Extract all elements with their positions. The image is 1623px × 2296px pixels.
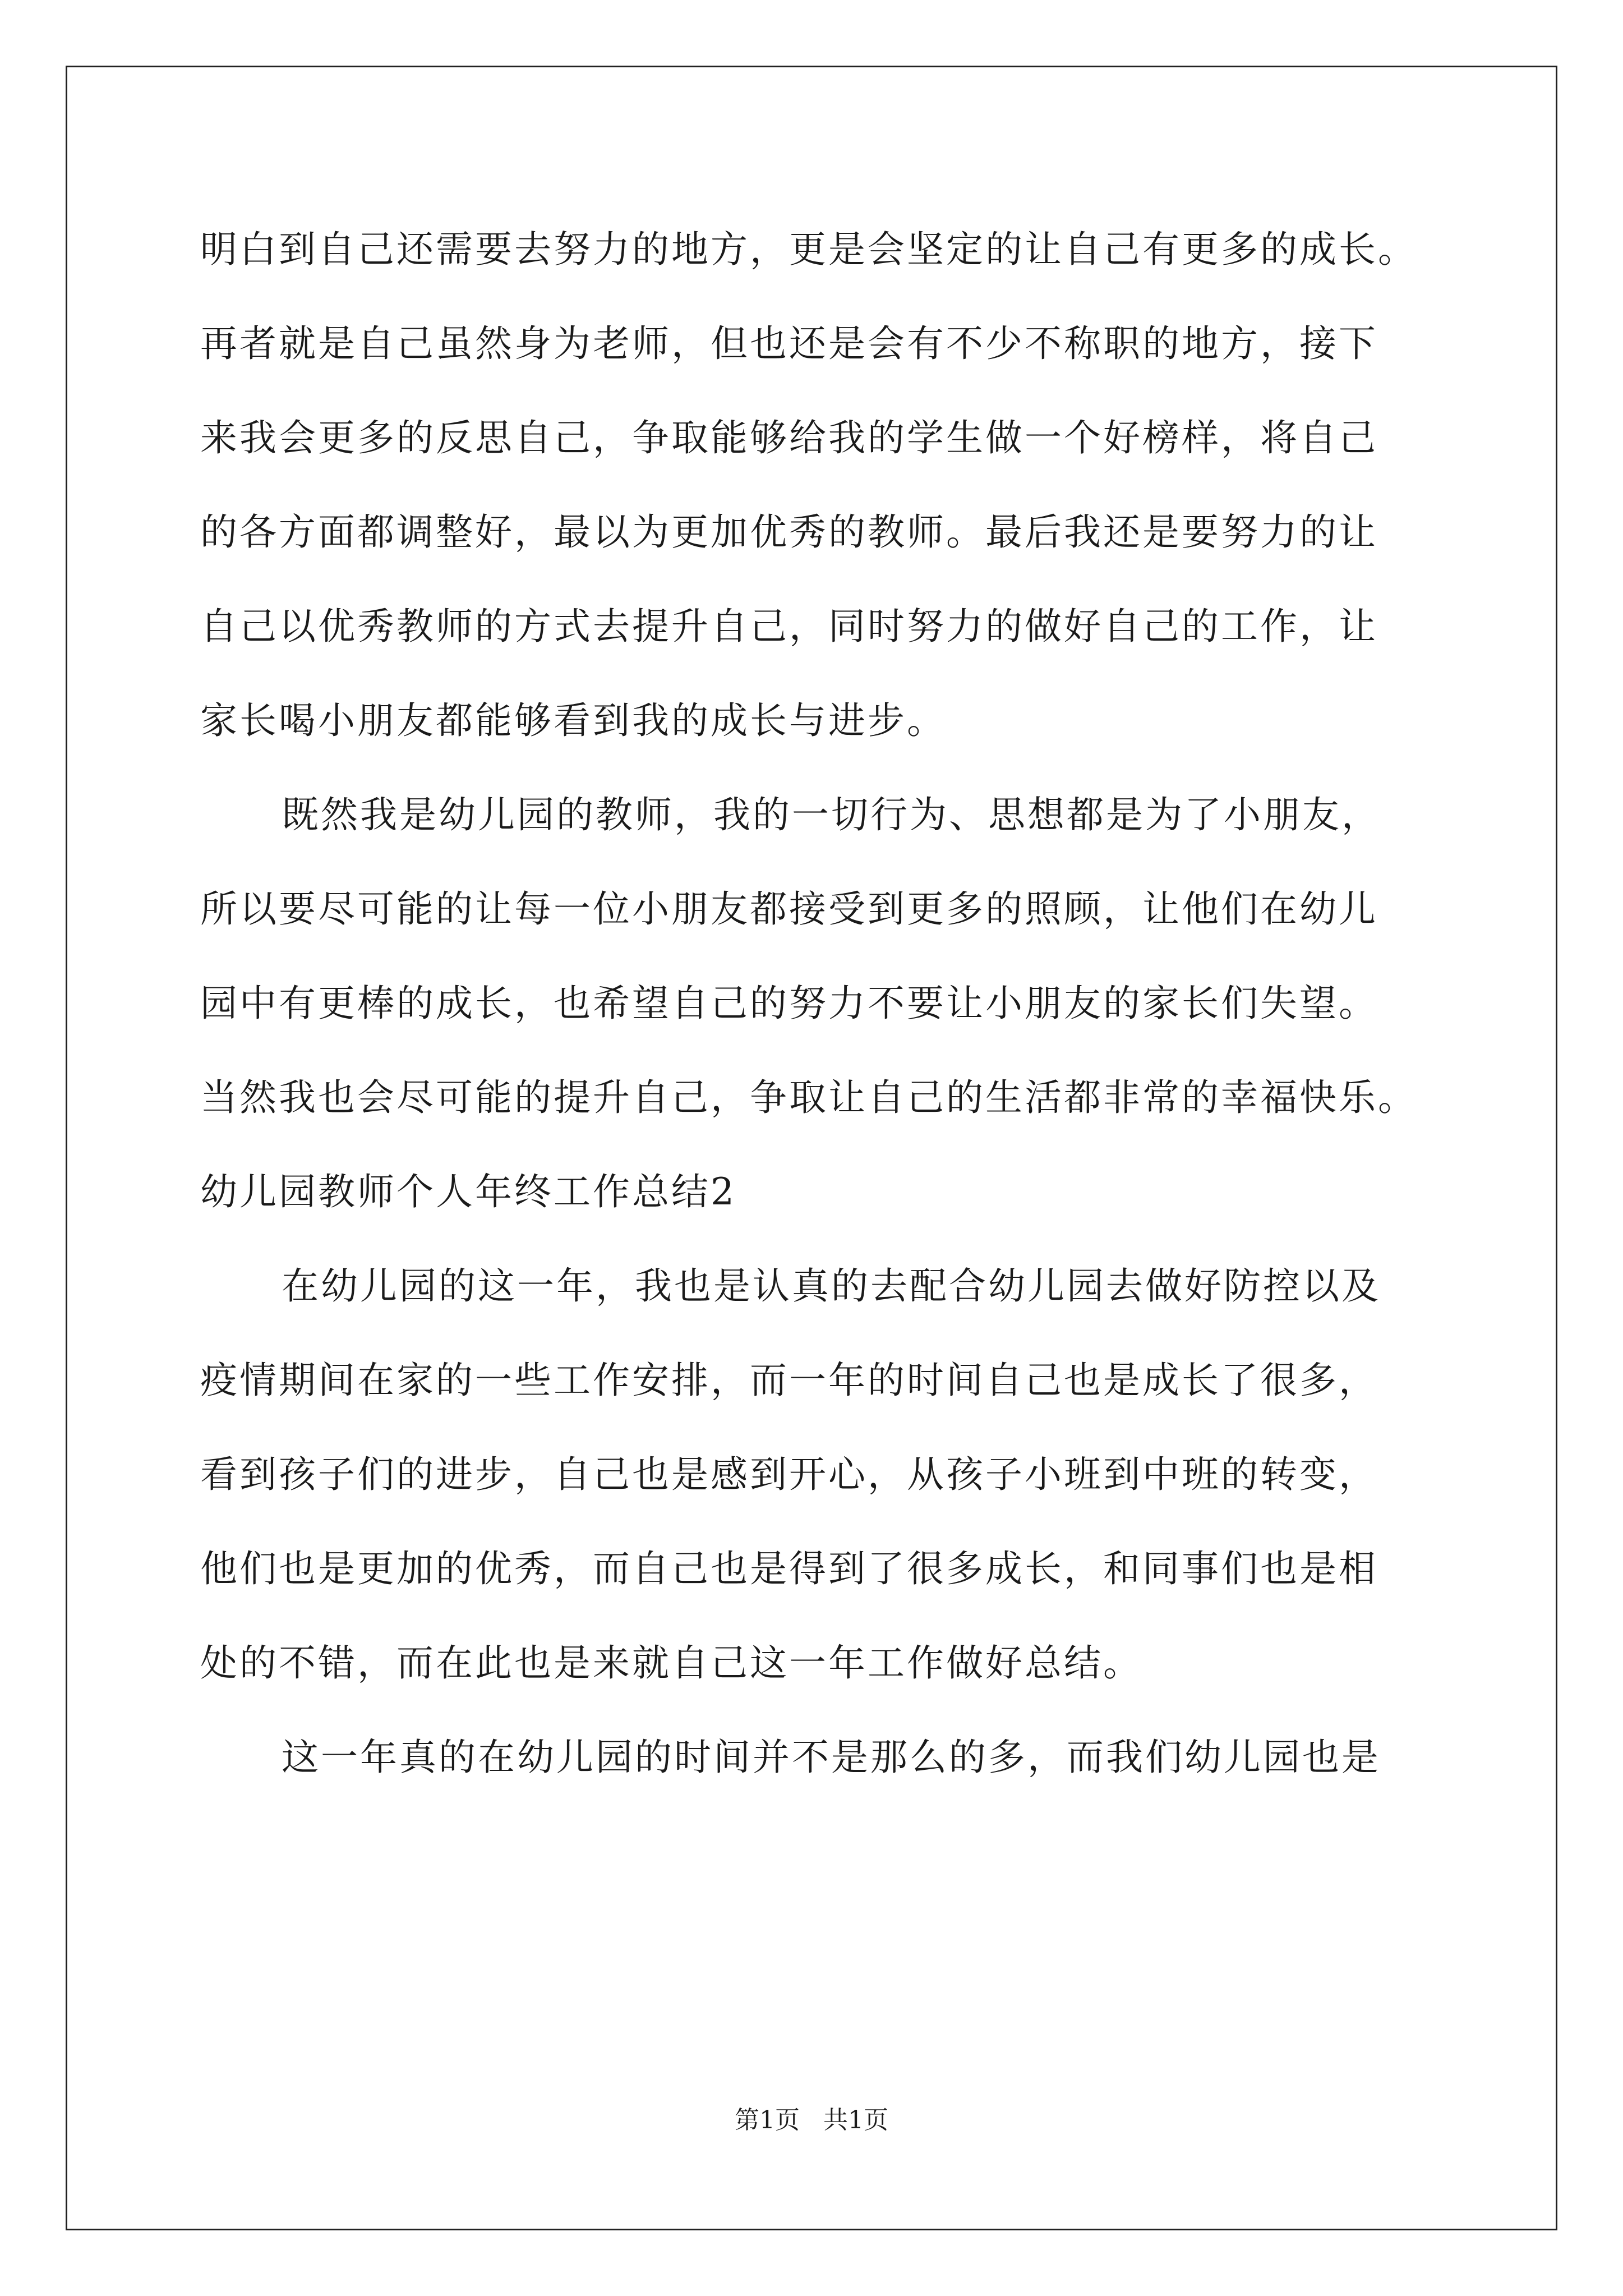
text-line: 自己以优秀教师的方式去提升自己，同时努力的做好自己的工作，让 [200,605,1378,648]
text-line: 明白到自己还需要去努力的地方，更是会坚定的让自己有更多的成长。 [200,228,1417,271]
text-line: 的各方面都调整好，最以为更加优秀的教师。最后我还是要努力的让 [200,510,1378,554]
text-line: 既然我是幼儿园的教师，我的一切行为、思想都是为了小朋友， [282,793,1381,836]
text-line: 再者就是自己虽然身为老师，但也还是会有不少不称职的地方，接下 [200,322,1378,365]
text-line: 在幼儿园的这一年，我也是认真的去配合幼儿园去做好防控以及 [282,1264,1381,1308]
text-line: 他们也是更加的优秀，而自己也是得到了很多成长，和同事们也是相 [200,1547,1378,1590]
text-line: 家长喝小朋友都能够看到我的成长与进步。 [200,699,946,742]
text-line: 处的不错，而在此也是来就自己这一年工作做好总结。 [200,1641,1142,1685]
page-border [66,66,1557,2230]
page-footer: 第1页 共1页 [735,2106,888,2134]
text-line: 看到孩子们的进步，自己也是感到开心，从孩子小班到中班的转变， [200,1453,1378,1496]
text-line: 来我会更多的反思自己，争取能够给我的学生做一个好榜样，将自己 [200,416,1378,459]
text-line: 所以要尽可能的让每一位小朋友都接受到更多的照顾，让他们在幼儿 [200,887,1378,931]
text-line: 当然我也会尽可能的提升自己，争取让自己的生活都非常的幸福快乐。 [200,1076,1417,1119]
text-line: 园中有更棒的成长，也希望自己的努力不要让小朋友的家长们失望。 [200,982,1378,1025]
section-heading: 幼儿园教师个人年终工作总结2 [200,1170,736,1213]
text-line: 疫情期间在家的一些工作安排，而一年的时间自己也是成长了很多， [200,1359,1378,1402]
text-line: 这一年真的在幼儿园的时间并不是那么的多，而我们幼儿园也是 [282,1736,1381,1779]
